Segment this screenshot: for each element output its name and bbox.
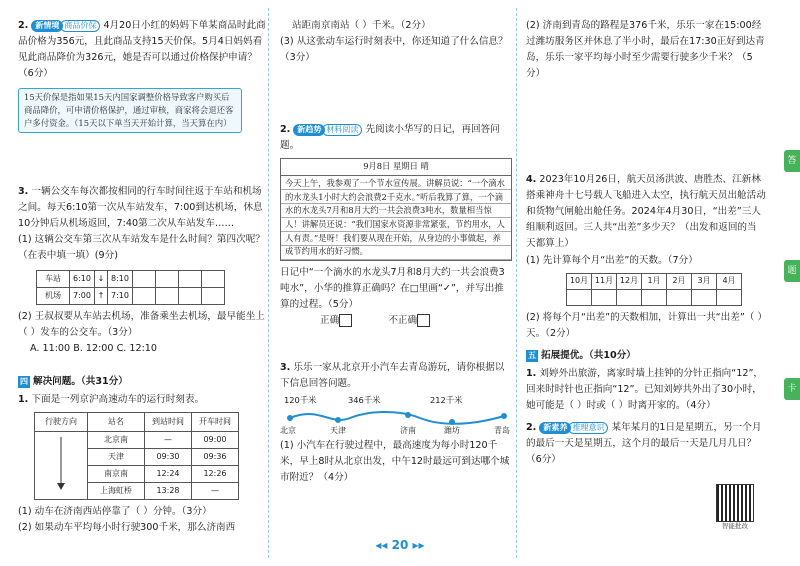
arrow-down-icon [55, 435, 67, 491]
question-number: 2. [280, 124, 291, 135]
column-header: 开车时间 [192, 413, 239, 432]
incorrect-label: 不正确 [388, 315, 418, 327]
table-row [567, 289, 742, 305]
next-page-icon[interactable]: ▸▸ [412, 538, 425, 552]
topic-tag: 推理意识 [568, 422, 608, 434]
section-5-header [526, 348, 636, 364]
correct-label: 正确 [320, 315, 340, 327]
question-text: 刘婷外出旅游，离家时墙上挂钟的分针正指向“12”，回来时时针也正指向“12”。已知刘婷共外出了30小时，她可能是（ ）时或（ ）时离开家的。（4分） [526, 368, 764, 412]
answer-cell[interactable] [617, 289, 642, 305]
question-text: 一辆公交车每次都按相同的行车时间往返于车站和机场之间。每天6:10第一次从车站发车，7:00到达机场，休息10分钟后从机场返回，7:40第二次从车站发车…… [18, 186, 263, 230]
side-tab[interactable]: 答 [784, 150, 800, 172]
question-text: 某年某月的1日是星期五，另一个月的最后一天是星期五，这个月的最后一天是几月几日？（6分） [526, 422, 762, 466]
sub-question-1: (1) 这辆公交车第三次从车站发车是什么时间？第四次呢？（在表中填一填）(9分) [18, 234, 265, 262]
table-cell: 7:00 [70, 287, 95, 304]
question-number: 3. [18, 186, 29, 197]
station-name: 天津 [88, 449, 145, 466]
table-row [37, 287, 225, 304]
question-text: 乐乐一家从北京开小汽车去青岛游玩，请你根据以下信息回答问题。 [280, 362, 505, 390]
sub-question-1: (1) 动车在济南西站停靠了（ ）分钟。（3分） [18, 506, 212, 518]
distance-label: 212千米 [430, 395, 463, 406]
table-header-row [567, 273, 742, 289]
station-name: 南京南 [88, 466, 145, 483]
distance-label: 346千米 [348, 395, 381, 406]
month-header: 2月 [667, 273, 692, 289]
route-map [280, 394, 512, 438]
bus-schedule-table [36, 270, 225, 305]
row-label: 机场 [37, 287, 70, 304]
column-divider [268, 8, 269, 558]
city-dot [335, 417, 341, 423]
row-label: 车站 [37, 270, 70, 287]
answer-cell[interactable] [642, 289, 667, 305]
side-tab[interactable]: 卡 [784, 378, 800, 400]
train-timetable [34, 412, 239, 500]
direction-arrow-icon [35, 432, 88, 500]
question-1 [18, 392, 266, 536]
month-header: 11月 [592, 273, 617, 289]
table-cell: 8:10 [108, 270, 133, 287]
new-situation-tag: 新情境 [31, 20, 63, 32]
correct-checkbox[interactable] [339, 314, 352, 327]
months-table [566, 273, 742, 306]
answer-cell[interactable] [692, 289, 717, 305]
distance-label: 120千米 [284, 395, 317, 406]
month-header: 10月 [567, 273, 592, 289]
arrow-up-icon: ↑ [95, 287, 108, 304]
question-2 [18, 18, 266, 133]
diary-text: 今天上午，我参观了一个节水宣传展。讲解员说：“一个滴水的水龙头1小时大约会浪费2千克水。”听后我算了算，一个滴水的水龙头7月和8月大约一共会浪费3吨水，数量相当惊人！讲解员还说：“我们国家水资源非常紧张，节约用水，人人有责。”是呀！我们要从现在开始，从身边的小事做起，养成节约用水的好习惯。 [281, 176, 511, 260]
topic-tag: 材料阅读 [322, 124, 362, 136]
section-title: 拓展提优。（共10分） [541, 350, 636, 361]
table-cell: 6:10 [70, 270, 95, 287]
arrival-time: — [145, 432, 192, 449]
column-header: 行驶方向 [35, 413, 88, 432]
sub-question-2: (2) 将每个月“出差”的天数相加，计算出一共“出差”（ ）天。（2分） [526, 311, 763, 339]
side-tab[interactable]: 题 [784, 260, 800, 282]
column-divider [516, 8, 517, 558]
question-number: 3. [280, 362, 291, 373]
section-badge: 五 [528, 351, 536, 361]
question-number: 1. [18, 394, 29, 405]
extension-question-2 [526, 420, 766, 468]
question-3 [18, 184, 266, 357]
question-number: 2. [18, 20, 29, 31]
station-name: 北京南 [88, 432, 145, 449]
question-number: 1. [526, 368, 537, 379]
question-number: 4. [526, 174, 537, 185]
answer-cell[interactable] [133, 270, 156, 287]
table-header-row [35, 413, 239, 432]
month-header: 1月 [642, 273, 667, 289]
answer-cell[interactable] [202, 287, 225, 304]
city-label: 潍坊 [444, 426, 460, 436]
page-number [360, 535, 440, 555]
departure-time: 12:26 [192, 466, 239, 483]
question-4 [526, 172, 766, 342]
continued-text: 站距南京南站（ ）千米。（2分） [292, 20, 431, 31]
question-text: 下面是一列京沪高速动车的运行时刻表。 [31, 394, 205, 405]
answer-cell[interactable] [567, 289, 592, 305]
answer-cell[interactable] [202, 270, 225, 287]
departure-time: — [192, 483, 239, 500]
extension-question-1 [526, 366, 766, 414]
question-2 [280, 122, 512, 329]
answer-cell[interactable] [592, 289, 617, 305]
month-header: 4月 [717, 273, 742, 289]
table-cell: 7:10 [108, 287, 133, 304]
section-title: 解决问题。（共31分） [33, 376, 128, 387]
city-dot [287, 415, 293, 421]
answer-cell[interactable] [667, 289, 692, 305]
month-header: 12月 [617, 273, 642, 289]
departure-time: 09:36 [192, 449, 239, 466]
diary-date: 9月8日 星期日 晴 [281, 159, 511, 176]
sub-question-2: (2) 如果动车平均每小时行驶300千米，那么济南西 [18, 522, 236, 534]
departure-time: 09:00 [192, 432, 239, 449]
sub-question-2: (2) 王叔叔要从车站去机场，准备乘坐去机场，最早能坐上（ ）发车的公交车。（3分） [18, 310, 265, 338]
qr-label: 智能批改 [722, 522, 748, 530]
city-label: 青岛 [494, 426, 510, 436]
city-label: 济南 [400, 426, 416, 436]
table-row [37, 270, 225, 287]
arrival-time: 13:28 [145, 483, 192, 500]
city-dot [405, 412, 411, 418]
page-number-value: 20 [391, 538, 409, 552]
qr-code-icon[interactable] [716, 484, 754, 522]
question-number: 2. [526, 422, 537, 433]
city-dot [501, 413, 507, 419]
section-4-header [18, 374, 128, 390]
answer-cell[interactable] [179, 287, 202, 304]
sub-question-1: (1) 先计算每个月“出差”的天数。（7分） [526, 254, 698, 266]
question-1-continued [280, 18, 510, 66]
section-badge: 四 [20, 377, 28, 387]
question-3 [280, 360, 512, 487]
answer-cell[interactable] [179, 270, 202, 287]
answer-cell[interactable] [133, 287, 156, 304]
question-3-part-2 [526, 18, 766, 82]
diary-question: 日记中“一个滴水的水龙头7月和8月大约一共会浪费3吨水”，小华的推算正确吗？在□里画“✓”，并写出推算的过程。（5分） [280, 267, 505, 311]
new-literacy-tag: 新素养 [539, 422, 571, 434]
arrival-time: 12:24 [145, 466, 192, 483]
question-text: 4月20日小红的妈妈下单某商品时此商品价格为356元，且此商品支持15天价保。5月4日妈妈看见此商品降价为326元，她是否可以通过价格保护申请？（6分） [18, 20, 266, 80]
answer-cell[interactable] [156, 270, 179, 287]
answer-options: A. 11:00 B. 12:00 C. 12:10 [30, 342, 158, 354]
arrival-time: 09:30 [145, 449, 192, 466]
column-header: 站名 [88, 413, 145, 432]
diary-box [280, 158, 512, 261]
answer-cell[interactable] [717, 289, 742, 305]
city-label: 天津 [330, 426, 346, 436]
note-text: 15天价保是指如果15天内国家调整价格导致客户购买后商品降价，可申请价格保护，通过审核，商家将会退还客户多付资金。（15天以下单当天开始计算，当天算在内） [24, 92, 234, 129]
sub-question-2: (2) 济南到青岛的路程是376千米，乐乐一家在15:00经过潍坊服务区并休息了半小时，最后在17:30正好到达青岛，乐乐一家平均每小时至少需要行驶多少千米？（5分） [526, 20, 765, 80]
station-name: 上海虹桥 [88, 483, 145, 500]
column-header: 到站时间 [145, 413, 192, 432]
table-row [35, 432, 239, 449]
side-tabs [784, 150, 800, 400]
new-trend-tag: 新趋势 [293, 124, 325, 136]
incorrect-checkbox[interactable] [417, 314, 430, 327]
sub-question-3: (3) 从这张动车运行时刻表中，你还知道了什么信息？（3分） [280, 36, 508, 64]
question-text: 先阅读小华写的日记，再回答问题。 [280, 124, 500, 152]
answer-cell[interactable] [156, 287, 179, 304]
city-label: 北京 [280, 426, 296, 436]
topic-tag: 商品价保 [60, 20, 100, 32]
arrow-down-icon: ↓ [95, 270, 108, 287]
price-protection-note [18, 88, 242, 133]
sub-question-1: (1) 小汽车在行驶过程中，最高速度为每小时120千米，早上8时从北京出发，中午12时最远可到达哪个城市附近？（4分） [280, 440, 510, 484]
question-text: 2023年10月26日，航天员汤洪波、唐胜杰、江新林搭乘神舟十七号载人飞船进入太空，执行航天员出舱活动和货物气闸舱出舱任务。2024年4月30日，“出差”三人组顺利返回。三人共“出差”多少天？（出发和返回的当天都算上） [526, 174, 766, 250]
month-header: 3月 [692, 273, 717, 289]
route-line [280, 404, 512, 428]
prev-page-icon[interactable]: ◂◂ [375, 538, 388, 552]
